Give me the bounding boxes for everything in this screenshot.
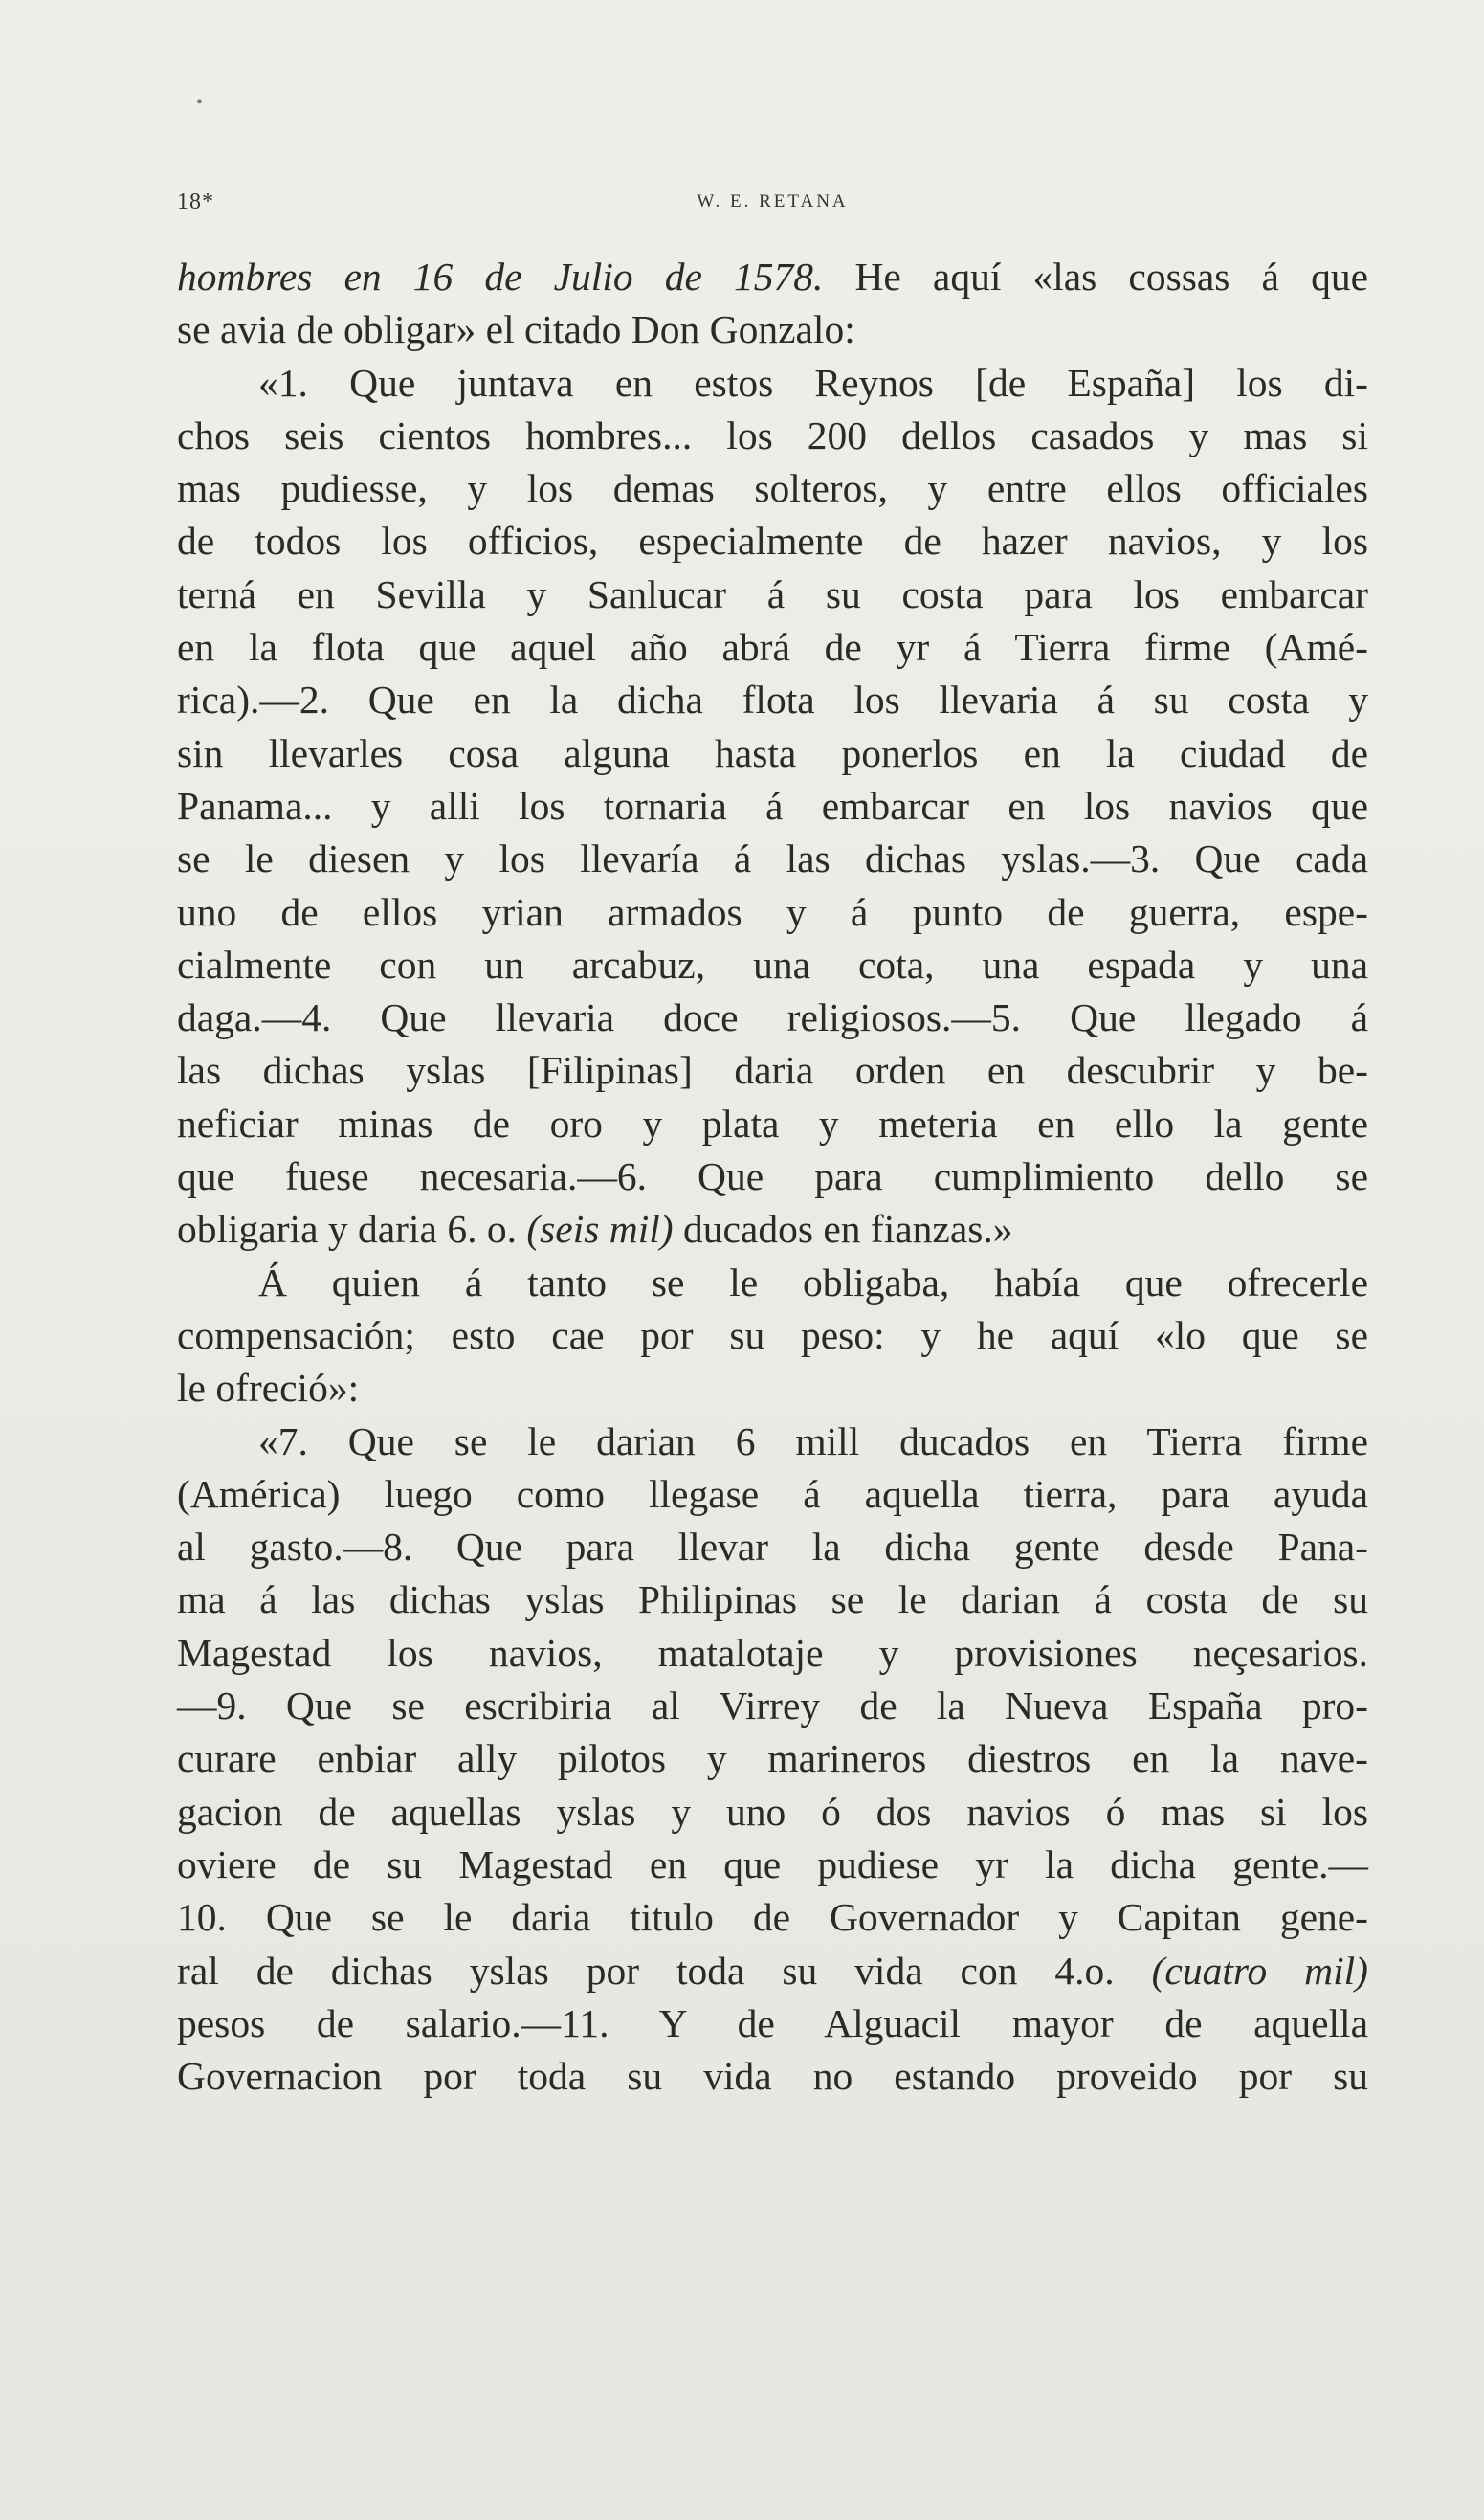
text-line-29: curare enbiar ally pilotos y marineros diestros en la nave- xyxy=(177,1736,1368,1781)
italic-seis-mil: (seis mil) xyxy=(526,1207,674,1252)
text-line-28: —9. Que se escribiria al Virrey de la Nueva España pro- xyxy=(177,1684,1368,1728)
text-line-13: uno de ellos yrian armados y á punto de guerra, espe- xyxy=(177,889,1368,934)
text-line-22: le ofreció»: xyxy=(177,1366,360,1411)
text-line-25: al gasto.—8. Que para llevar la dicha gente desde Pana- xyxy=(177,1525,1368,1570)
text-line-23: «7. Que se le darian 6 mill ducados en Tierra firme xyxy=(258,1418,1368,1463)
text-line-6: de todos los officios, especialmente de hazer navios, y los xyxy=(177,519,1368,564)
text-line-3: «1. Que juntava en estos Reynos [de España] los di- xyxy=(258,360,1368,405)
body-text xyxy=(177,251,1368,2103)
text-line-18: que fuese necesaria.—6. Que para cumplimiento dello se xyxy=(177,1154,1368,1199)
text-line-32: 10. Que se le daria titulo de Governador y Capitan gene- xyxy=(177,1895,1368,1940)
text-line-16: las dichas yslas [Filipinas] daria orden en descubrir y be- xyxy=(177,1048,1368,1093)
text-line-14: cialmente con un arcabuz, una cota, una espada y una xyxy=(177,942,1368,987)
page-header xyxy=(177,190,1368,224)
text-line-11: Panama... y alli los tornaria á embarcar en los navios que xyxy=(177,783,1368,828)
text-line-12: se le diesen y los llevaría á las dichas yslas.—3. Que cada xyxy=(177,836,1368,881)
text-line-26: ma á las dichas yslas Philipinas se le darian á costa de su xyxy=(177,1577,1368,1622)
running-head-author: W. E. RETANA xyxy=(697,191,849,212)
text-line-30: gacion de aquellas yslas y uno ó dos navios ó mas si los xyxy=(177,1789,1368,1834)
text-line-31: oviere de su Magestad en que pudiese yr la dicha gente.— xyxy=(177,1841,1368,1886)
text-line-35: Governacion por toda su vida no estando proveido por su xyxy=(177,2054,1368,2099)
italic-cuatro-mil: (cuatro mil) xyxy=(1151,1948,1369,1993)
text-line-8: en la flota que aquel año abrá de yr á Tierra firme (Amé- xyxy=(177,625,1368,670)
text-line-1: hombres en 16 de Julio de 1578. He aquí «las cossas á que xyxy=(177,255,1368,299)
text-line-9: rica).—2. Que en la dicha flota los llevaria á su costa y xyxy=(177,678,1368,723)
text-line-21: compensación; esto cae por su peso: y he aquí «lo que se xyxy=(177,1312,1368,1357)
text-line-20: Á quien á tanto se le obligaba, había que ofrecerle xyxy=(258,1260,1368,1305)
text-line-5: mas pudiesse, y los demas solteros, y entre ellos officiales xyxy=(177,466,1368,511)
text-line-7: terná en Sevilla y Sanlucar á su costa para los embarcar xyxy=(177,571,1368,616)
text-line-24: (América) luego como llegase á aquella tierra, para ayuda xyxy=(177,1471,1368,1516)
text-line-4: chos seis cientos hombres... los 200 dellos casados y mas si xyxy=(177,413,1368,457)
ink-speck: • xyxy=(196,92,204,113)
text-line-27: Magestad los navios, matalotaje y provisiones neçesarios. xyxy=(177,1630,1368,1675)
text-line-33: ral de dichas yslas por toda su vida con 4.o. (cuatro mil) xyxy=(177,1948,1369,1993)
text-line-17: neficiar minas de oro y plata y meteria en ello la gente xyxy=(177,1101,1368,1146)
text-line-15: daga.—4. Que llevaria doce religiosos.—5. Que llegado á xyxy=(177,995,1368,1040)
text-line-2: se avia de obligar» el citado Don Gonzalo: xyxy=(177,307,855,352)
text-line-19: obligaria y daria 6. o. (seis mil) ducados en fianzas.» xyxy=(177,1207,1013,1252)
text-line-10: sin llevarles cosa alguna hasta ponerlos en la ciudad de xyxy=(177,730,1368,775)
italic-date: hombres en 16 de Julio de 1578. xyxy=(177,255,824,299)
text-line-34: pesos de salario.—11. Y de Alguacil mayor de aquella xyxy=(177,2000,1368,2045)
page-number: 18* xyxy=(177,190,214,214)
